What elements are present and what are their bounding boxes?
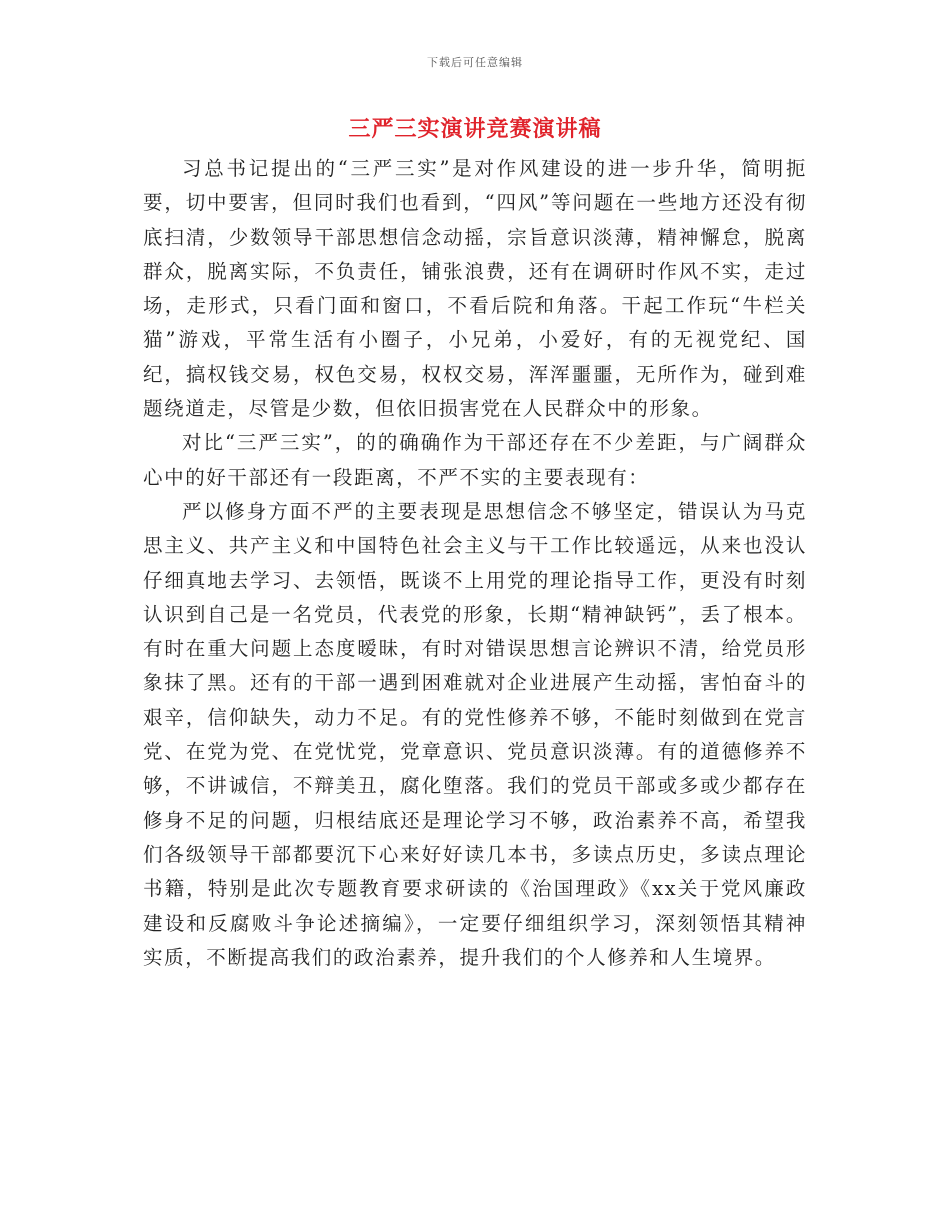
paragraph-1: 习总书记提出的“三严三实”是对作风建设的进一步升华，简明扼要，切中要害，但同时我们也看到，“四风”等问题在一些地方还没有彻底扫清，少数领导干部思想信念动摇，宗旨意识淡薄，精神懈怠，脱离群众，脱离实际，不负责任，铺张浪费，还有在调研时作风不实，走过场，走形式，只看门面和窗口，不看后院和角落。干起工作玩“牛栏关猫”游戏，平常生活有小圈子，小兄弟，小爱好，有的无视党纪、国纪，搞权钱交易，权色交易，权权交易，浑浑噩噩，无所作为，碰到难题绕道走，尽管是少数，但依旧损害党在人民群众中的形象。 xyxy=(143,157,807,421)
paragraph-3: 严以修身方面不严的主要表现是思想信念不够坚定，错误认为马克思主义、共产主义和中国特色社会主义与干工作比较遥远，从来也没认仔细真地去学习、去领悟，既谈不上用党的理论指导工作，更没有时刻认识到自己是一名党员，代表党的形象，长期“精神缺钙”，丢了根本。有时在重大问题上态度暧昧，有时对错误思想言论辨识不清，给党员形象抹了黑。还有的干部一遇到困难就对企业进展产生动摇，害怕奋斗的艰辛，信仰缺失，动力不足。有的党性修养不够，不能时刻做到在党言党、在党为党、在党忧党，党章意识、党员意识淡薄。有的道德修养不够，不讲诚信，不辩美丑，腐化堕落。我们的党员干部或多或少都存在修身不足的问题，归根结底还是理论学习不够，政治素养不高，希望我们各级领导干部都要沉下心来好好读几本书，多读点历史，多读点理论书籍，特别是此次专题教育要求研读的《治国理政》《xx关于党风廉政建设和反腐败斗争论述摘编》，一定要仔细组织学习，深刻领悟其精神实质，不断提高我们的政治素养，提升我们的个人修养和人生境界。 xyxy=(143,499,807,969)
document-body xyxy=(143,152,807,975)
document-title: 三严三实演讲竞赛演讲稿 xyxy=(348,116,602,142)
header-note: 下载后可任意编辑 xyxy=(427,56,523,69)
paragraph-2: 对比“三严三实”，的的确确作为干部还存在不少差距，与广阔群众心中的好干部还有一段距离，不严不实的主要表现有： xyxy=(143,431,807,489)
